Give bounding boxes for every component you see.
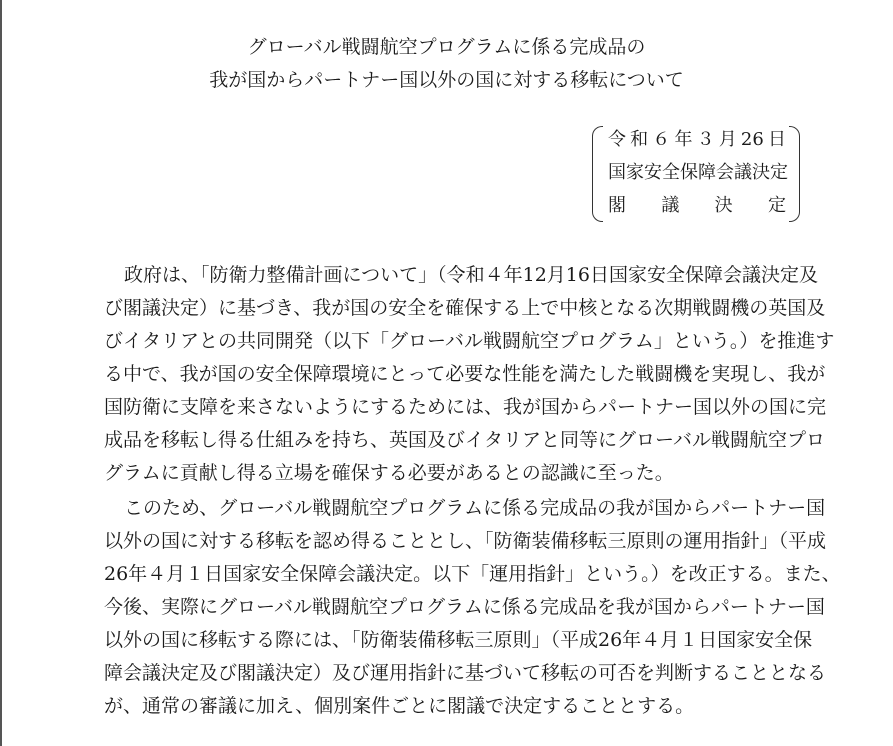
paragraph-line: び閣議決定）に基づき、我が国の安全を確保する上で中核となる次期戦闘機の英国及 <box>104 297 826 319</box>
paragraph-line: 政府は、「防衛力整備計画について」（令和４年12月16日国家安全保障会議決定及 <box>124 264 818 286</box>
paragraph-line: グラムに貢献し得る立場を確保する必要があるとの認識に至った。 <box>104 462 674 484</box>
document-title-line-2: 我が国からパートナー国以外の国に対する移転について <box>209 69 684 91</box>
decision-date: 令和６年３月26日 <box>608 129 786 150</box>
left-bracket <box>592 126 603 222</box>
paragraph-line: る中で、我が国の安全保障環境にとって必要な性能を満たした戦闘機を実現し、我が <box>104 363 826 385</box>
paragraph-line: が、通常の審議に加え、個別案件ごとに閣議で決定することとする。 <box>104 695 695 717</box>
paragraph-line: 26年４月１日国家安全保障会議決定。以下「運用指針」という。）を改正する。また、 <box>104 563 841 585</box>
paragraph-line: このため、グローバル戦闘航空プログラムに係る完成品の我が国からパートナー国 <box>124 497 826 519</box>
document-title-line-1: グローバル戦闘航空プログラムに係る完成品の <box>247 36 646 58</box>
decision-cabinet: 閣 議 決 定 <box>608 195 786 216</box>
paragraph-line: 国防衛に支障を来さないようにするためには、我が国からパートナー国以外の国に完 <box>104 396 827 418</box>
decision-body: 国家安全保障会議決定 <box>608 162 788 183</box>
page-edge <box>0 0 2 746</box>
paragraph-line: 成品を移転し得る仕組みを持ち、英国及びイタリアと同等にグローバル戦闘航空プロ <box>104 429 826 451</box>
decision-box <box>592 126 800 220</box>
paragraph-line: 以外の国に対する移転を認め得ることとし、「防衛装備移転三原則の運用指針」（平成 <box>104 530 827 552</box>
paragraph-line: びイタリアとの共同開発（以下「グローバル戦闘航空プログラム」という。）を推進す <box>104 330 835 352</box>
paragraph-line: 障会議決定及び閣議決定）及び運用指針に基づいて移転の可否を判断することとなる <box>104 662 827 684</box>
right-bracket <box>789 126 800 222</box>
paragraph-line: 今後、実際にグローバル戦闘航空プログラムに係る完成品を我が国からパートナー国 <box>104 596 825 618</box>
paragraph-line: 以外の国に移転する際には、「防衛装備移転三原則」（平成26年４月１日国家安全保 <box>104 629 813 651</box>
